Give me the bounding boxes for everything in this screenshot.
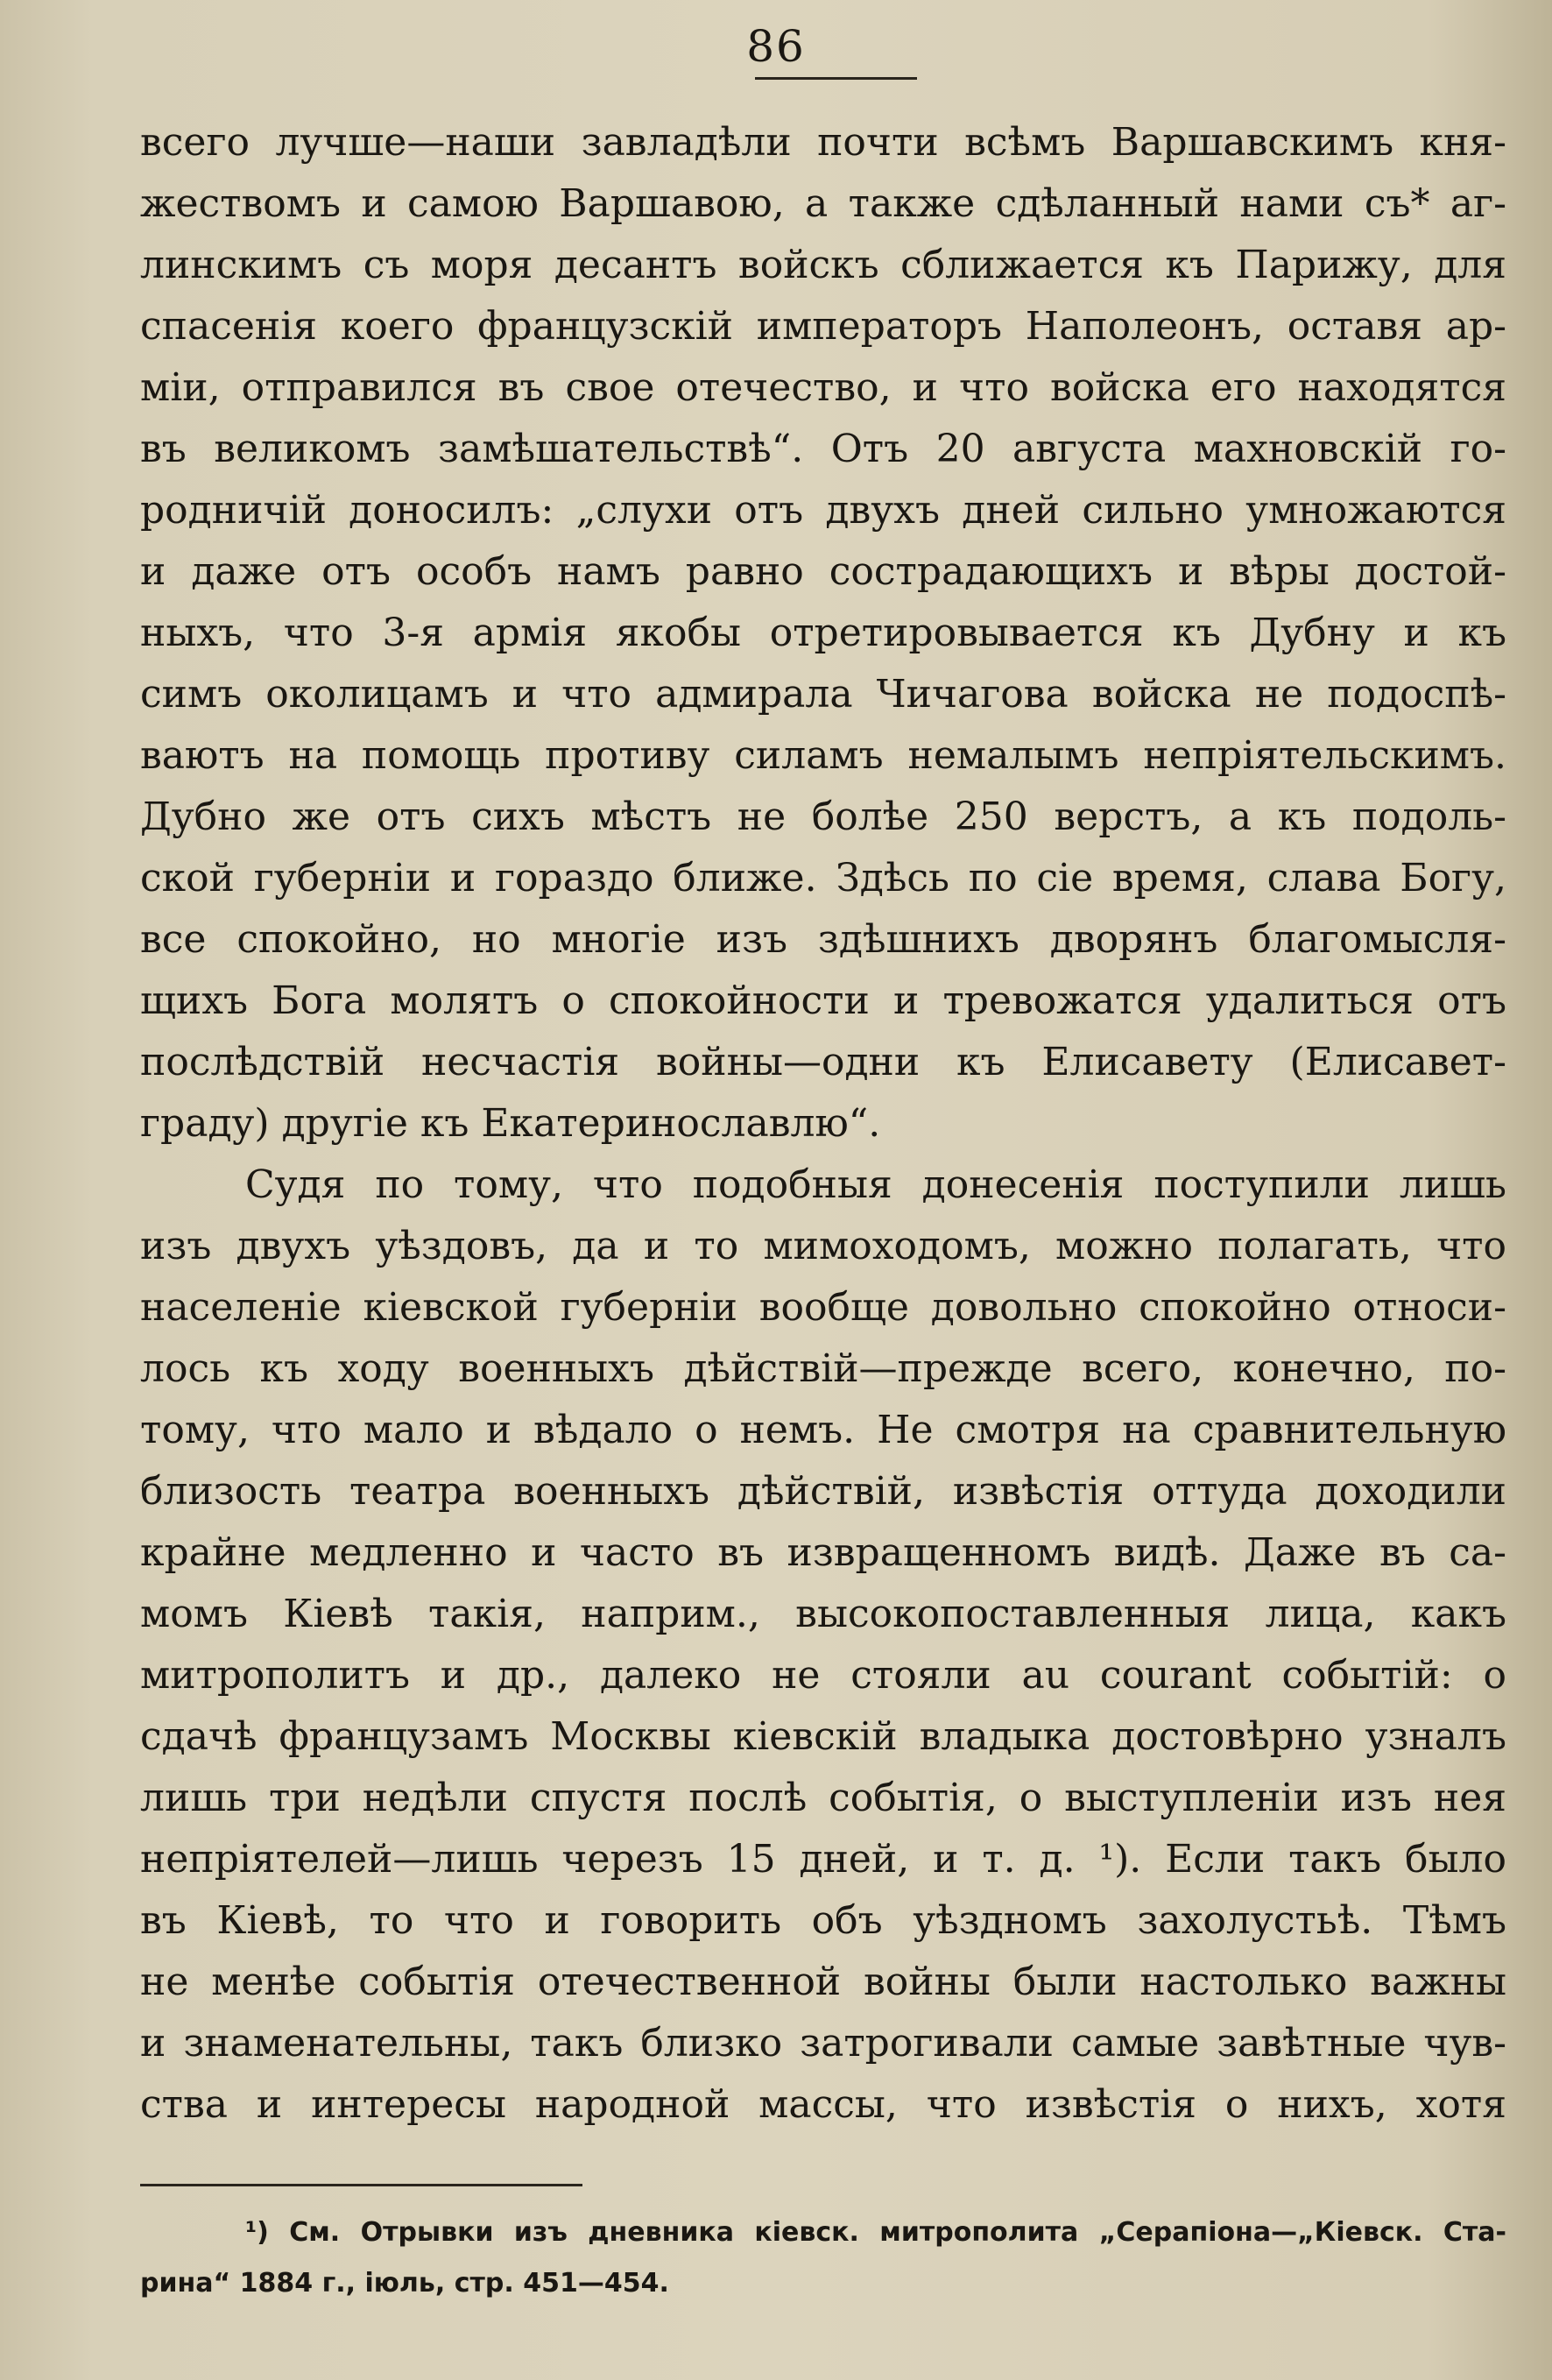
text-line: въ Кіевѣ, то что и говорить объ уѣздномъ захолустьѣ. Тѣмъ	[140, 1898, 1506, 1943]
text-line: сдачѣ французамъ Москвы кіевскій владыка достовѣрно узналъ	[140, 1714, 1506, 1759]
text-line: тому, что мало и вѣдало о немъ. Не смотря на сравнительную	[140, 1408, 1506, 1452]
text-line: все спокойно, но многіе изъ здѣшнихъ дворянъ благомысля-	[140, 917, 1506, 962]
text-line: населеніе кіевской губерніи вообще довольно спокойно относи-	[140, 1285, 1506, 1330]
text-line: момъ Кіевѣ такія, наприм., высокопоставленныя лица, какъ	[140, 1592, 1506, 1636]
text-line: лось къ ходу военныхъ дѣйствій—прежде всего, конечно, по-	[140, 1346, 1506, 1391]
text-line: ской губерніи и гораздо ближе. Здѣсь по сіе время, слава Богу,	[140, 856, 1506, 900]
text-line: всего лучше—наши завладѣли почти всѣмъ Варшавскимъ кня-	[140, 120, 1506, 165]
footnote	[140, 2207, 1506, 2309]
body-text	[140, 112, 1506, 2136]
text-line: жествомъ и самою Варшавою, а также сдѣланный нами съ* аг-	[140, 181, 1506, 226]
paragraph-start-line: Судя по тому, что подобныя донесенія поступили лишь	[245, 1162, 1506, 1207]
text-line: міи, отправился въ свое отечество, и что войска его находятся	[140, 365, 1506, 410]
text-line: въ великомъ замѣшательствѣ“. Отъ 20 августа махновскій го-	[140, 427, 1506, 471]
text-line: изъ двухъ уѣздовъ, да и то мимоходомъ, можно полагать, что	[140, 1224, 1506, 1268]
text-line: Дубно же отъ сихъ мѣстъ не болѣе 250 верстъ, а къ подоль-	[140, 795, 1506, 839]
text-line: спасенія коего французскій императоръ Наполеонъ, оставя ар-	[140, 304, 1506, 349]
text-line: и знаменательны, такъ близко затрогивали самые завѣтные чув-	[140, 2021, 1506, 2066]
text-line: ства и интересы народной массы, что извѣстія о нихъ, хотя	[140, 2082, 1506, 2127]
text-line: щихъ Бога молятъ о спокойности и тревожатся удалиться отъ	[140, 978, 1506, 1023]
page-number-rule	[755, 77, 917, 80]
text-line: лишь три недѣли спустя послѣ событія, о выступленіи изъ нея	[140, 1776, 1506, 1820]
text-line: непріятелей—лишь черезъ 15 дней, и т. д. ¹). Если такъ было	[140, 1837, 1506, 1882]
text-line: крайне медленно и часто въ извращенномъ видѣ. Даже въ са-	[140, 1530, 1506, 1575]
text-line: послѣдствій несчастія войны—одни къ Елисавету (Елисавет-	[140, 1040, 1506, 1084]
footnote-rule	[140, 2184, 582, 2186]
page-number: 86	[746, 21, 806, 72]
text-line: близость театра военныхъ дѣйствій, извѣстія оттуда доходили	[140, 1469, 1506, 1514]
text-line: линскимъ съ моря десантъ войскъ сближается къ Парижу, для	[140, 243, 1506, 287]
text-line: ныхъ, что 3-я армія якобы отретировывается къ Дубну и къ	[140, 611, 1506, 655]
text-line: симъ околицамъ и что адмирала Чичагова войска не подоспѣ-	[140, 672, 1506, 717]
text-line: не менѣе событія отечественной войны были настолько важны	[140, 1960, 1506, 2004]
footnote-line: ¹) См. Отрывки изъ дневника кіевск. митрополита „Серапіона—„Кіевск. Ста-	[245, 2217, 1506, 2248]
text-line: родничій доносилъ: „слухи отъ двухъ дней сильно умножаются	[140, 488, 1506, 533]
text-line: ваютъ на помощь противу силамъ немалымъ непріятельскимъ.	[140, 733, 1506, 778]
footnote-line: рина“ 1884 г., іюль, стр. 451—454.	[140, 2268, 669, 2299]
text-line: и даже отъ особъ намъ равно сострадающихъ и вѣры достой-	[140, 549, 1506, 594]
text-line: граду) другіе къ Екатеринославлю“.	[140, 1101, 881, 1146]
text-line: митрополитъ и др., далеко не стояли au courant событій: о	[140, 1653, 1506, 1698]
